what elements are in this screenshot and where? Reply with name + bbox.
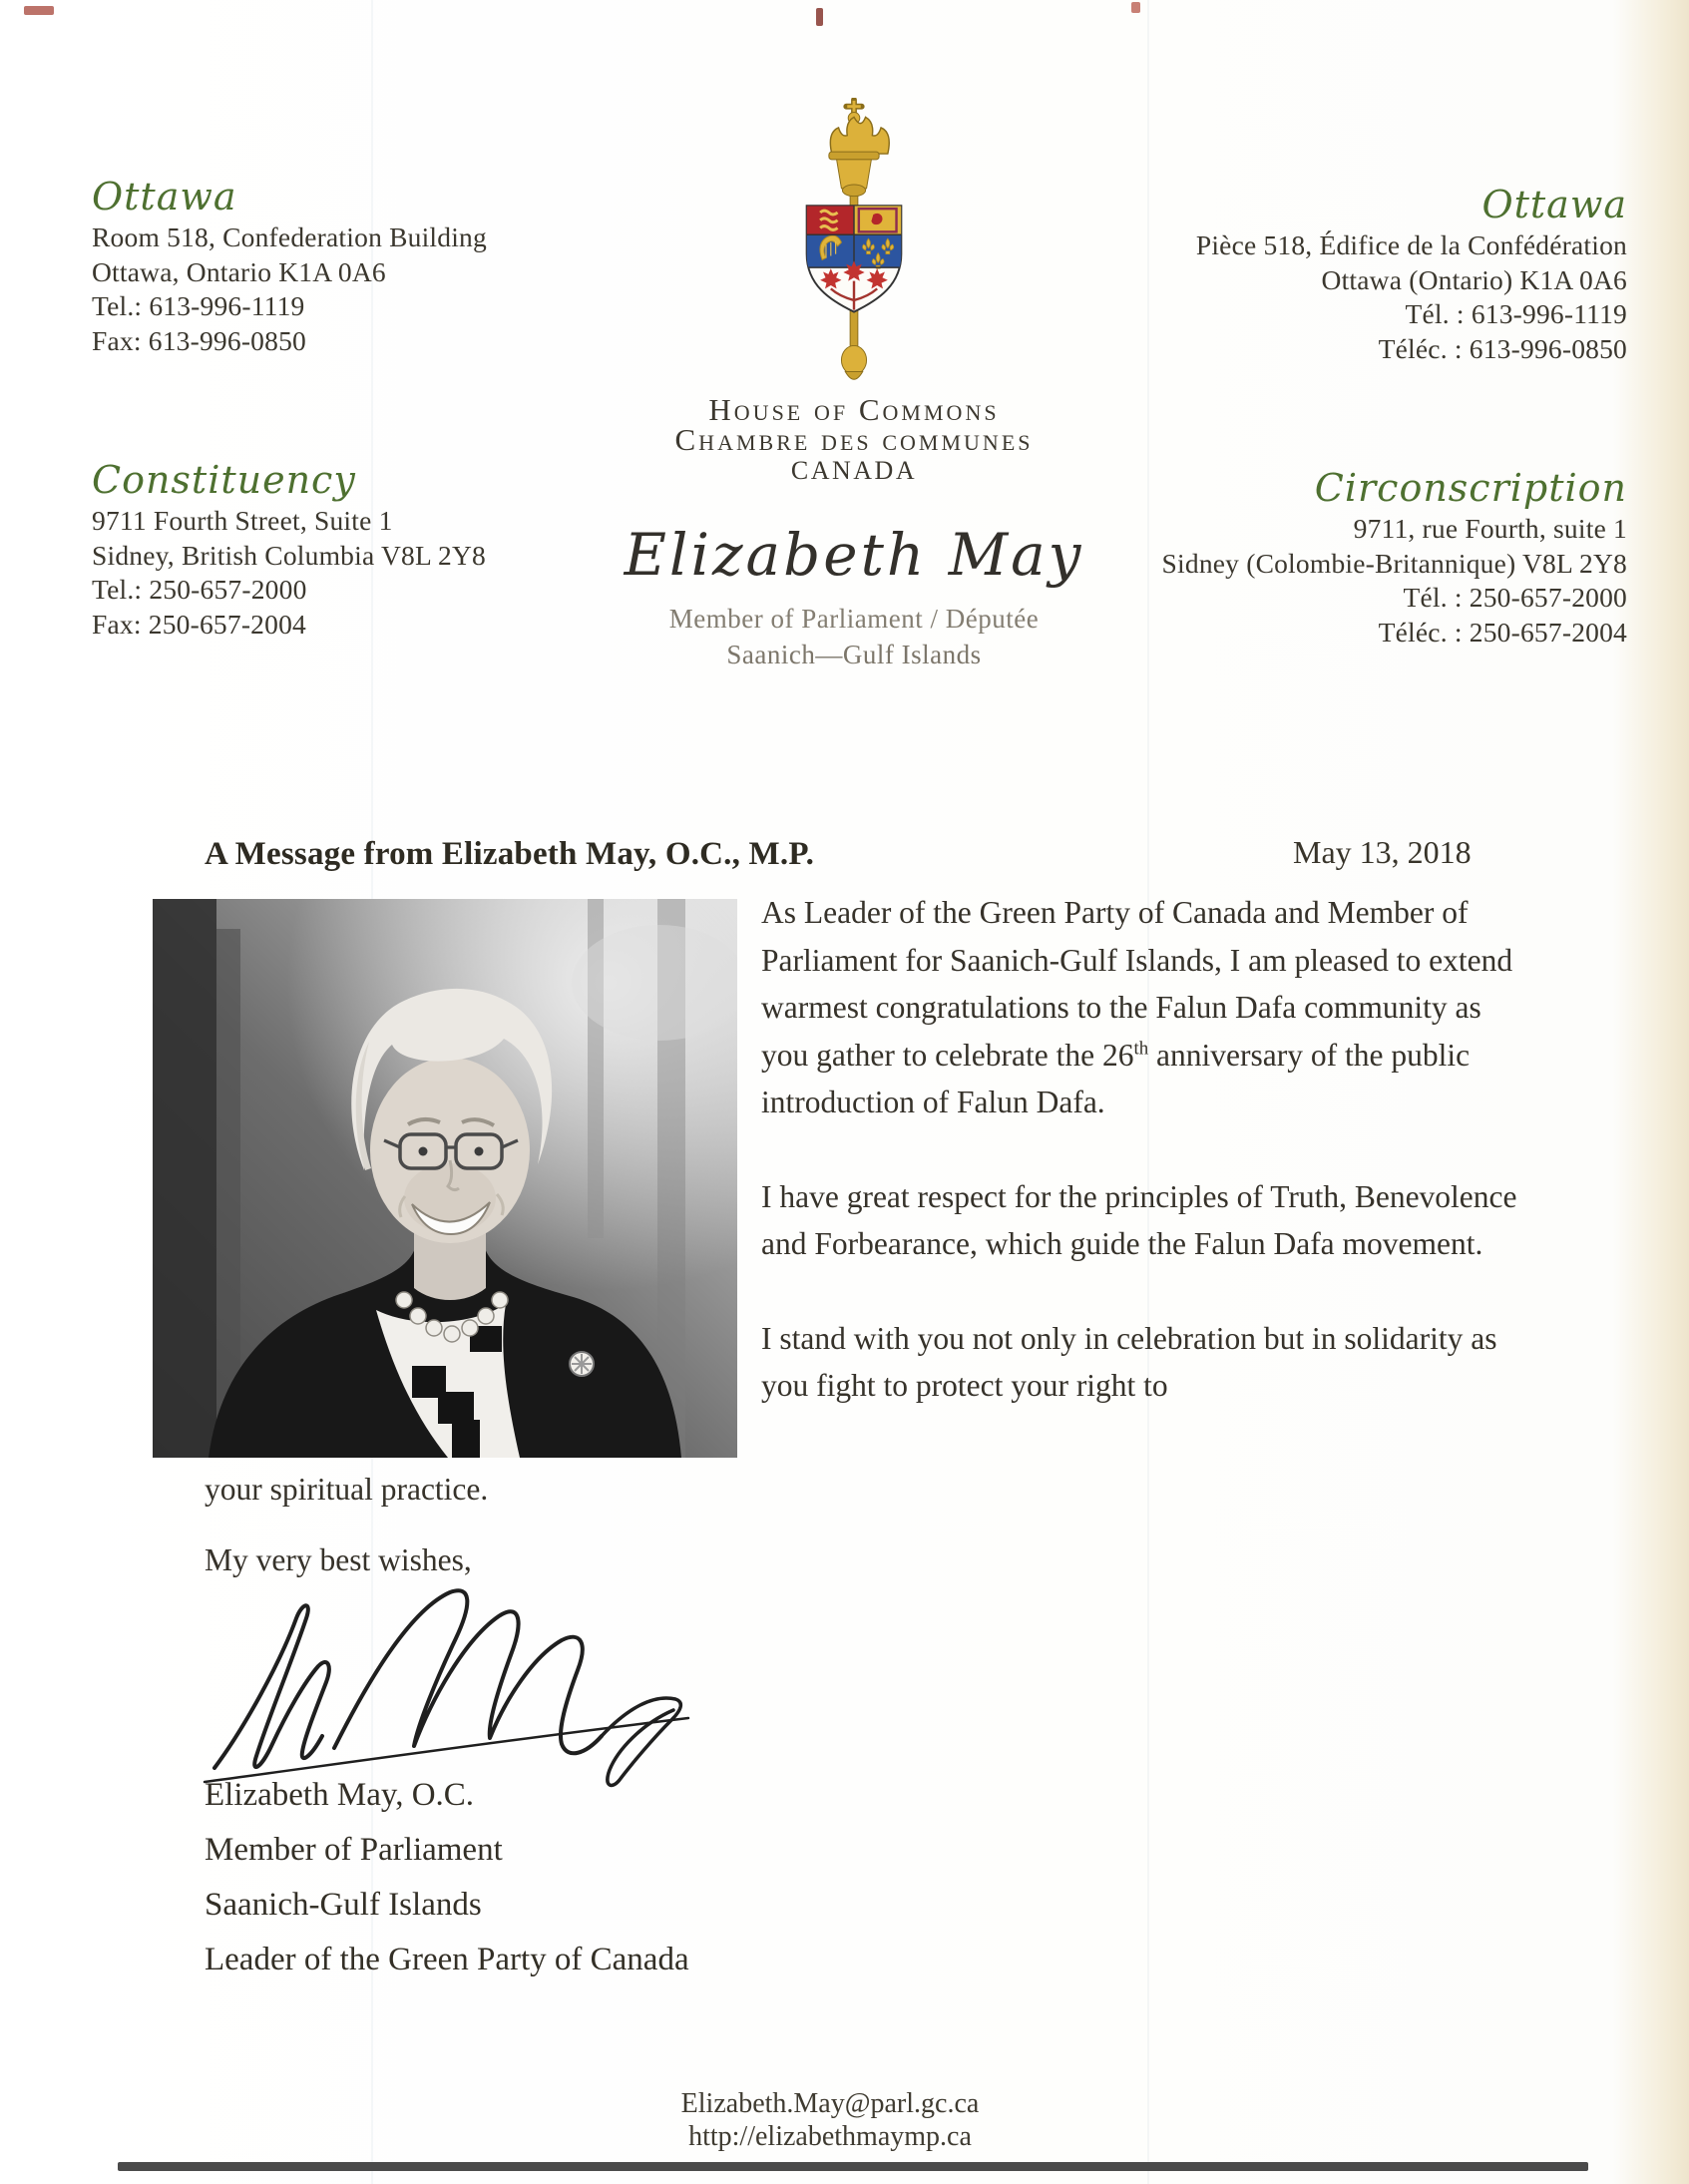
paragraph-1 [761,889,1521,1126]
member-riding: Saanich—Gulf Islands [726,640,982,669]
institution-line-fr: Chambre des communes [674,422,1034,457]
address-line: Room 518, Confederation Building [92,221,487,252]
address-line: Tel.: 250-657-2000 [92,574,307,605]
address-circonscription [1162,467,1627,650]
address-heading: Constituency [92,458,356,502]
message-heading: A Message from Elizabeth May, O.C., M.P. [205,836,815,872]
address-line: Ottawa (Ontario) K1A 0A6 [1321,263,1627,295]
address-line: Fax: 613-996-0850 [92,324,306,356]
institution-line-en: House of Commons [708,392,1000,427]
footer-contact [0,2087,1660,2153]
scan-artifact [24,6,54,15]
scan-edge-bar [118,2162,1588,2171]
address-line: Ottawa, Ontario K1A 0A6 [92,255,386,287]
address-constituency [92,459,486,642]
address-line: 9711, rue Fourth, suite 1 [1353,513,1627,544]
scan-artifact [816,8,823,26]
closing-line: My very best wishes, [205,1542,472,1577]
address-heading: Ottawa [92,175,237,218]
address-line: Pièce 518, Édifice de la Confédération [1195,229,1627,260]
paragraph-2: I have great respect for the principles of Truth, Benevolence and Forbearance, which guide the Falun Dafa movement. [761,1178,1517,1261]
signoff-riding: Saanich-Gulf Islands [205,1887,482,1923]
address-line: Téléc. : 613-996-0850 [1378,332,1627,364]
signature-scrawl [185,1578,703,1798]
footer-email: Elizabeth.May@parl.gc.ca [680,2088,980,2119]
message-body [761,889,1521,1410]
paragraph-3-continuation: your spiritual practice. [205,1472,489,1507]
ordinal-superscript: th [1133,1038,1149,1059]
address-line: Tél. : 613-996-1119 [1405,298,1627,329]
address-line: 9711 Fourth Street, Suite 1 [92,505,393,536]
address-heading: Ottawa [1481,183,1627,226]
address-ottawa-en [92,176,487,358]
house-of-commons-crest-icon [779,98,929,387]
address-line: Sidney (Colombie-Britannique) V8L 2Y8 [1161,547,1627,579]
member-name-script: Elizabeth May [624,521,1084,589]
signoff-party-role: Leader of the Green Party of Canada [205,1942,689,1977]
address-line: Sidney, British Columbia V8L 2Y8 [92,539,486,571]
portrait-photo [153,899,737,1458]
footer-website: http://elizabethmaymp.ca [688,2121,972,2152]
signoff-block [205,1768,689,1987]
address-line: Téléc. : 250-657-2004 [1378,616,1627,648]
address-line: Fax: 250-657-2004 [92,608,306,640]
paragraph-1-text: anniversary of the public introduction of Falun Dafa. [761,1037,1471,1119]
address-line: Tel.: 613-996-1119 [92,290,305,321]
institution-name [595,392,1113,486]
message-date: May 13, 2018 [1293,834,1472,870]
paragraph-3: I stand with you not only in celebration but in solidarity as you fight to protect your right to [761,1320,1497,1403]
paragraph-1-text: As Leader of the Green Party of Canada and Member of Parliament for Saanich-Gulf Islands, I am pleased to extend warmest congratulations to the Falun Dafa community as you gather to celebrate the 26 [761,895,1513,1073]
institution-line-country: CANADA [790,456,918,485]
scan-artifact [1131,2,1140,13]
address-heading: Circonscription [1314,466,1627,510]
address-ottawa-fr [1196,184,1627,366]
letterhead-center [595,98,1113,669]
signoff-name: Elizabeth May, O.C. [205,1777,475,1813]
signoff-title: Member of Parliament [205,1832,503,1868]
address-line: Tél. : 250-657-2000 [1403,582,1627,613]
member-title: Member of Parliament / Députée [668,604,1040,634]
